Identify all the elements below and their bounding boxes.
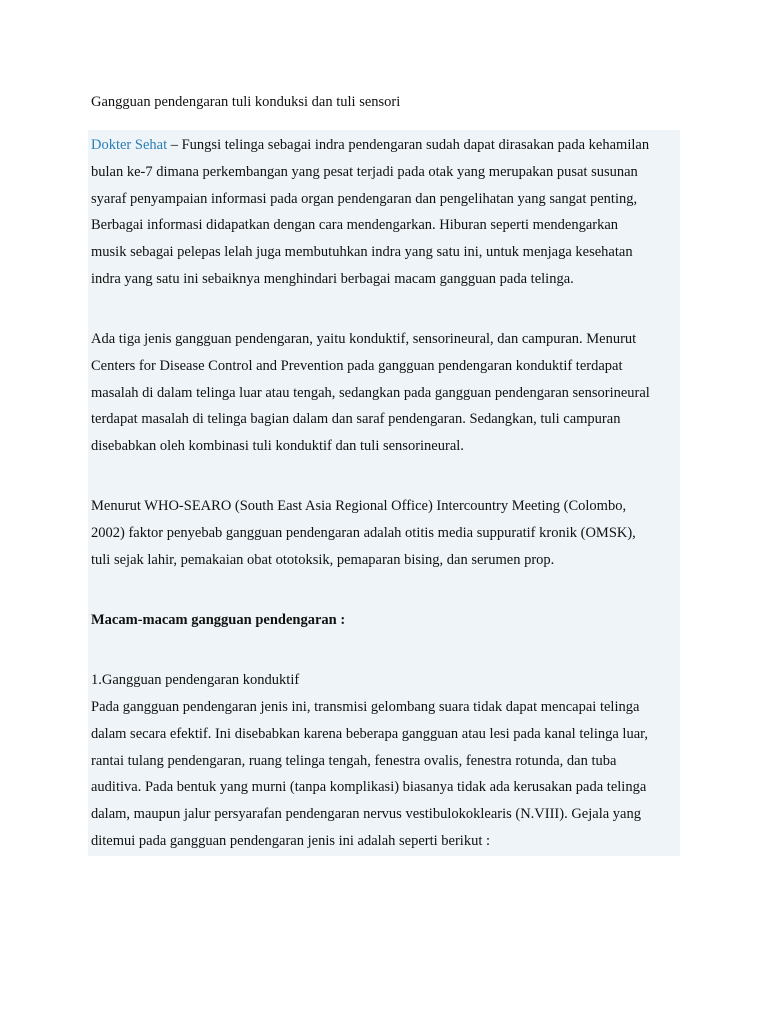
paragraph-spacer bbox=[91, 460, 679, 487]
intro-paragraph bbox=[91, 132, 679, 293]
article-body bbox=[91, 132, 679, 855]
document-title: Gangguan pendengaran tuli konduksi dan tuli sensori bbox=[91, 94, 401, 110]
hearing-loss-types-paragraph: Ada tiga jenis gangguan pendengaran, yaitu konduktif, sensorineural, dan campuran. Menurut Centers for Disease Control and Prevention pada gangguan pendengaran konduktif terdapat masalah di dalam telinga luar atau tengah, sedangkan pada gangguan pendengaran sensorineural terdapat masalah di telinga bagian dalam dan saraf pendengaran. Sedangkan, tuli campuran disebabkan oleh kombinasi tuli konduktif dan tuli sensorineural. bbox=[91, 331, 650, 455]
paragraph-spacer bbox=[91, 293, 679, 320]
intro-text: – Fungsi telinga sebagai indra pendengaran sudah dapat dirasakan pada kehamilan bulan ke-7 dimana perkembangan yang pesat terjadi pada otak yang merupakan pusat susunan syaraf penyampaian informasi pada organ pendengaran dan pengelihatan yang sangat penting, Berbagai informasi didapatkan dengan cara mendengarkan. Hiburan seperti mendengarkan musik sebagai pelepas lelah juga membutuhkan indra yang satu ini, untuk menjaga kesehatan indra yang satu ini sebaiknya menghindari berbagai macam gangguan pada telinga. bbox=[91, 137, 650, 287]
who-searo-paragraph: Menurut WHO-SEARO (South East Asia Regional Office) Intercountry Meeting (Colombo, 2002) faktor penyebab gangguan pendengaran adalah otitis media suppuratif kronik (OMSK), tuli sejak lahir, pemakaian obat ototoksik, pemaparan bising, dan serumen prop. bbox=[91, 498, 636, 568]
dokter-sehat-link[interactable]: Dokter Sehat bbox=[91, 137, 168, 153]
subsection-title: 1.Gangguan pendengaran konduktif bbox=[91, 672, 300, 689]
paragraph-spacer bbox=[91, 634, 679, 661]
section-heading: Macam-macam gangguan pendengaran : bbox=[91, 612, 346, 629]
paragraph-spacer bbox=[91, 574, 679, 601]
conductive-hearing-loss-paragraph: Pada gangguan pendengaran jenis ini, transmisi gelombang suara tidak dapat mencapai telinga dalam secara efektif. Ini disebabkan karena beberapa gangguan atau lesi pada kanal telinga luar, rantai tulang pendengaran, ruang telinga tengah, fenestra ovalis, fenestra rotunda, dan tuba auditiva. Pada bentuk yang murni (tanpa komplikasi) biasanya tidak ada kerusakan pada telinga dalam, maupun jalur persyarafan pendengaran nervus vestibulokoklearis (N.VIII). Gejala yang ditemui pada gangguan pendengaran jenis ini adalah seperti berikut : bbox=[91, 698, 648, 849]
